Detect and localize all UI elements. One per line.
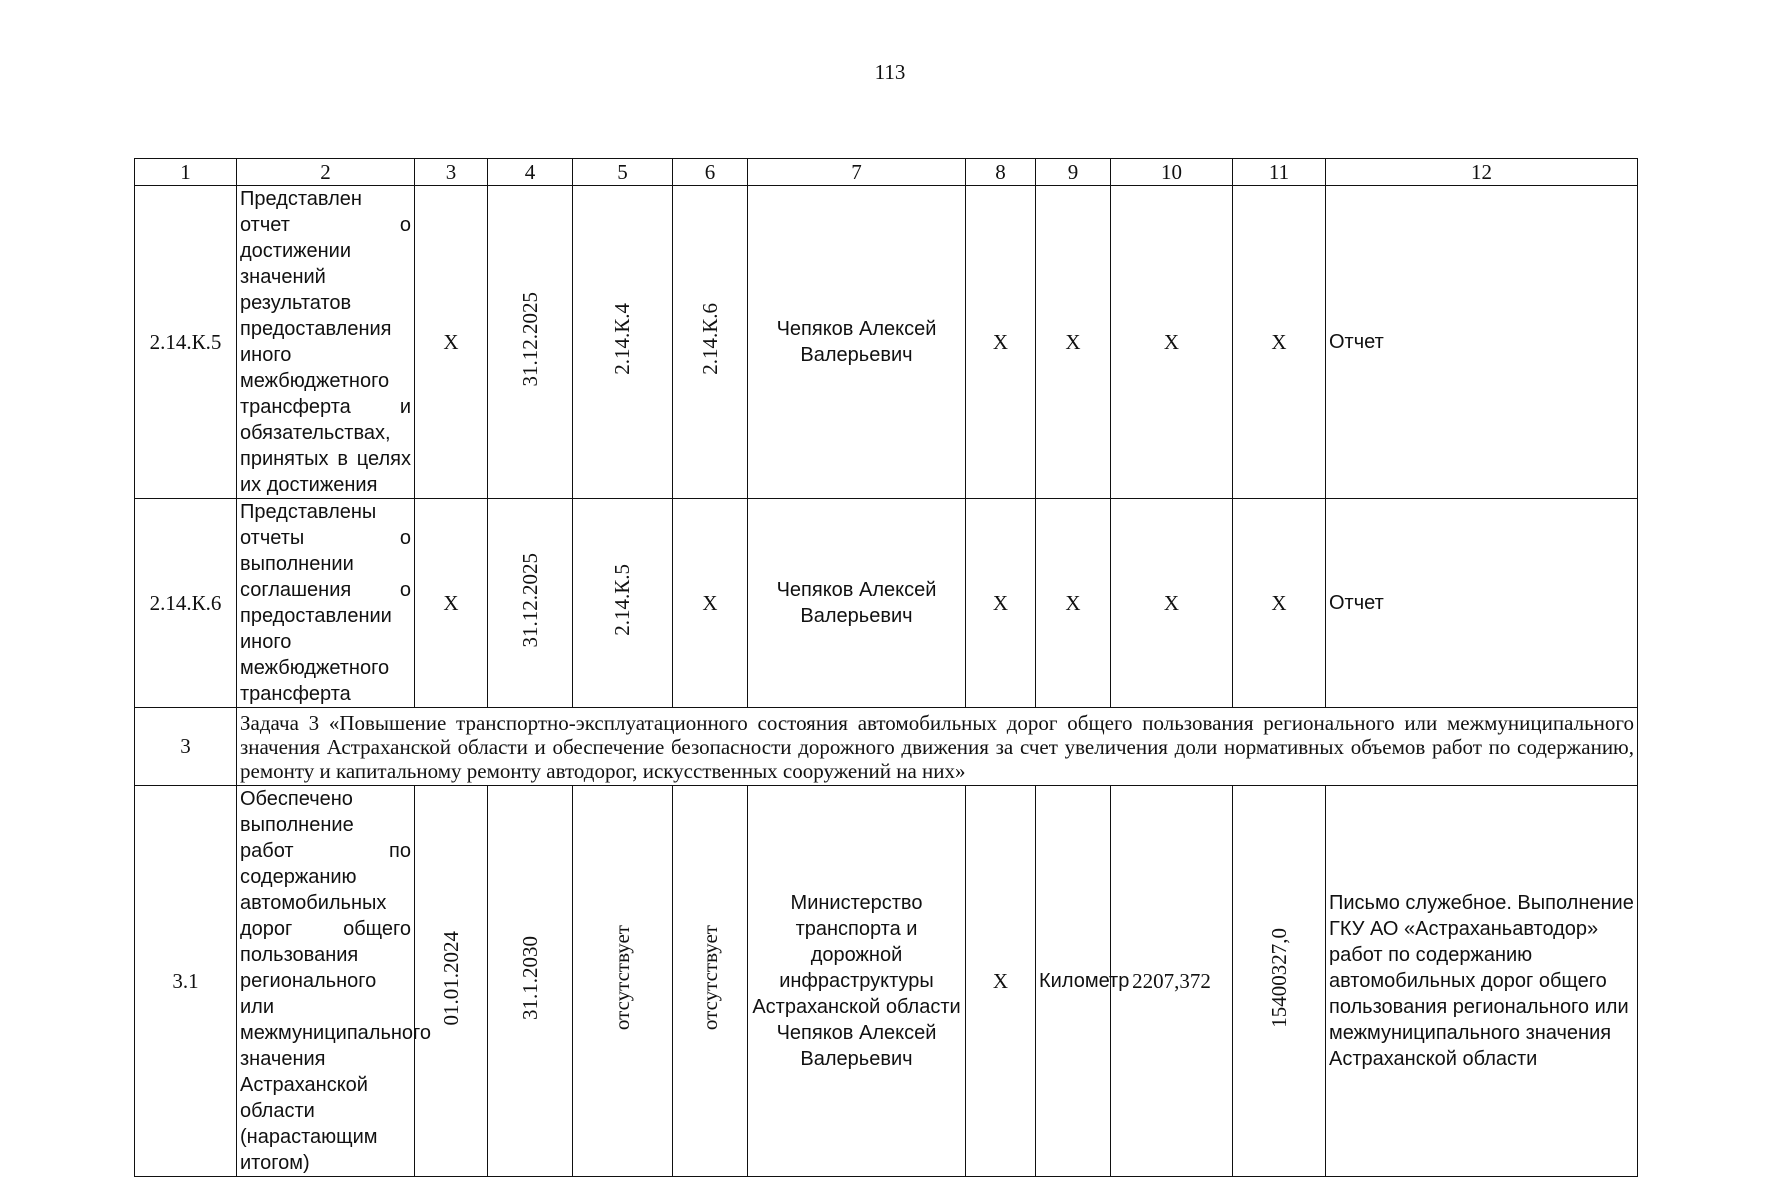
cell-col10: Х — [1111, 499, 1233, 708]
cell-deadline: 31.1.2030 — [517, 936, 542, 1020]
header-cell: 7 — [748, 159, 966, 186]
cell-successor: отсутствует — [697, 925, 722, 1031]
cell-responsible: Министерство транспорта и дорожной инфраструктуры Астраханской области Чепяков Алексей Валерьевич — [748, 786, 966, 1177]
row-id: 2.14.К.6 — [135, 499, 237, 708]
task-row — [135, 708, 1638, 786]
cell-col8: Х — [966, 186, 1036, 499]
cell-col9: Х — [1036, 499, 1111, 708]
cell-responsible: Чепяков Алексей Валерьевич — [748, 186, 966, 499]
header-cell: 1 — [135, 159, 237, 186]
plan-table — [134, 158, 1638, 1177]
header-cell: 2 — [237, 159, 415, 186]
header-row — [135, 159, 1638, 186]
header-cell: 8 — [966, 159, 1036, 186]
cell-col8: Х — [966, 499, 1036, 708]
table-row — [135, 786, 1638, 1177]
cell-document: Отчет — [1326, 499, 1638, 708]
cell-predecessor: 2.14.К.4 — [610, 303, 634, 375]
header-cell: 9 — [1036, 159, 1111, 186]
cell-predecessor: 2.14.К.5 — [610, 564, 634, 636]
cell-successor: 2.14.К.6 — [697, 303, 722, 375]
cell-col9: Х — [1036, 186, 1111, 499]
cell-unit: Километр — [1036, 786, 1111, 1177]
cell-start-date: 01.01.2024 — [438, 930, 463, 1026]
row-name: Обеспечено выполнение работ по содержанию автомобильных дорог общего пользования регионального или межмуниципального значения Астраханской области (нарастающим итогом) — [237, 786, 415, 1177]
cell-document: Письмо служебное. Выполнение ГКУ АО «Астраханьавтодор» работ по содержанию автомобильных дорог общего пользования регионального или межмуниципального значения Астраханской области — [1326, 786, 1638, 1177]
cell-col8: Х — [966, 786, 1036, 1177]
table-row — [135, 499, 1638, 708]
cell-deadline: 31.12.2025 — [517, 291, 542, 387]
cell-deadline: 31.12.2025 — [517, 552, 542, 648]
page-number: 113 — [874, 60, 906, 84]
cell-predecessor: отсутствует — [610, 925, 634, 1031]
header-cell: 5 — [573, 159, 673, 186]
header-cell: 11 — [1233, 159, 1326, 186]
header-cell: 10 — [1111, 159, 1233, 186]
cell-col11: Х — [1233, 499, 1326, 708]
header-cell: 3 — [415, 159, 488, 186]
cell-value: 2207,372 — [1111, 786, 1233, 1177]
cell-col3: Х — [415, 186, 488, 499]
cell-col11: Х — [1233, 186, 1326, 499]
row-name: Представлены отчеты о выполнении соглашения о предоставлении иного межбюджетного трансферта — [237, 499, 415, 708]
row-name: Представлен отчет о достижении значений результатов предоставления иного межбюджетного трансферта и обязательствах, принятых в целях их достижения — [237, 186, 415, 499]
cell-amount: 15400327,0 — [1266, 928, 1291, 1028]
cell-successor: Х — [673, 499, 748, 708]
task-text: Задача 3 «Повышение транспортно-эксплуатационного состояния автомобильных дорог общего пользования регионального или межмуниципального значения Астраханской области и обеспечение безопасности дорожного движения за счет увеличения доли нормативных объемов работ по содержанию, ремонту и капитальному ремонту автодорог, искусственных сооружений на них» — [237, 708, 1638, 786]
header-cell: 4 — [488, 159, 573, 186]
cell-col10: Х — [1111, 186, 1233, 499]
cell-document: Отчет — [1326, 186, 1638, 499]
cell-responsible: Чепяков Алексей Валерьевич — [748, 499, 966, 708]
cell-col3: Х — [415, 499, 488, 708]
task-id: 3 — [135, 708, 237, 786]
header-cell: 6 — [673, 159, 748, 186]
row-id: 3.1 — [135, 786, 237, 1177]
table-row — [135, 186, 1638, 499]
row-id: 2.14.К.5 — [135, 186, 237, 499]
header-cell: 12 — [1326, 159, 1638, 186]
